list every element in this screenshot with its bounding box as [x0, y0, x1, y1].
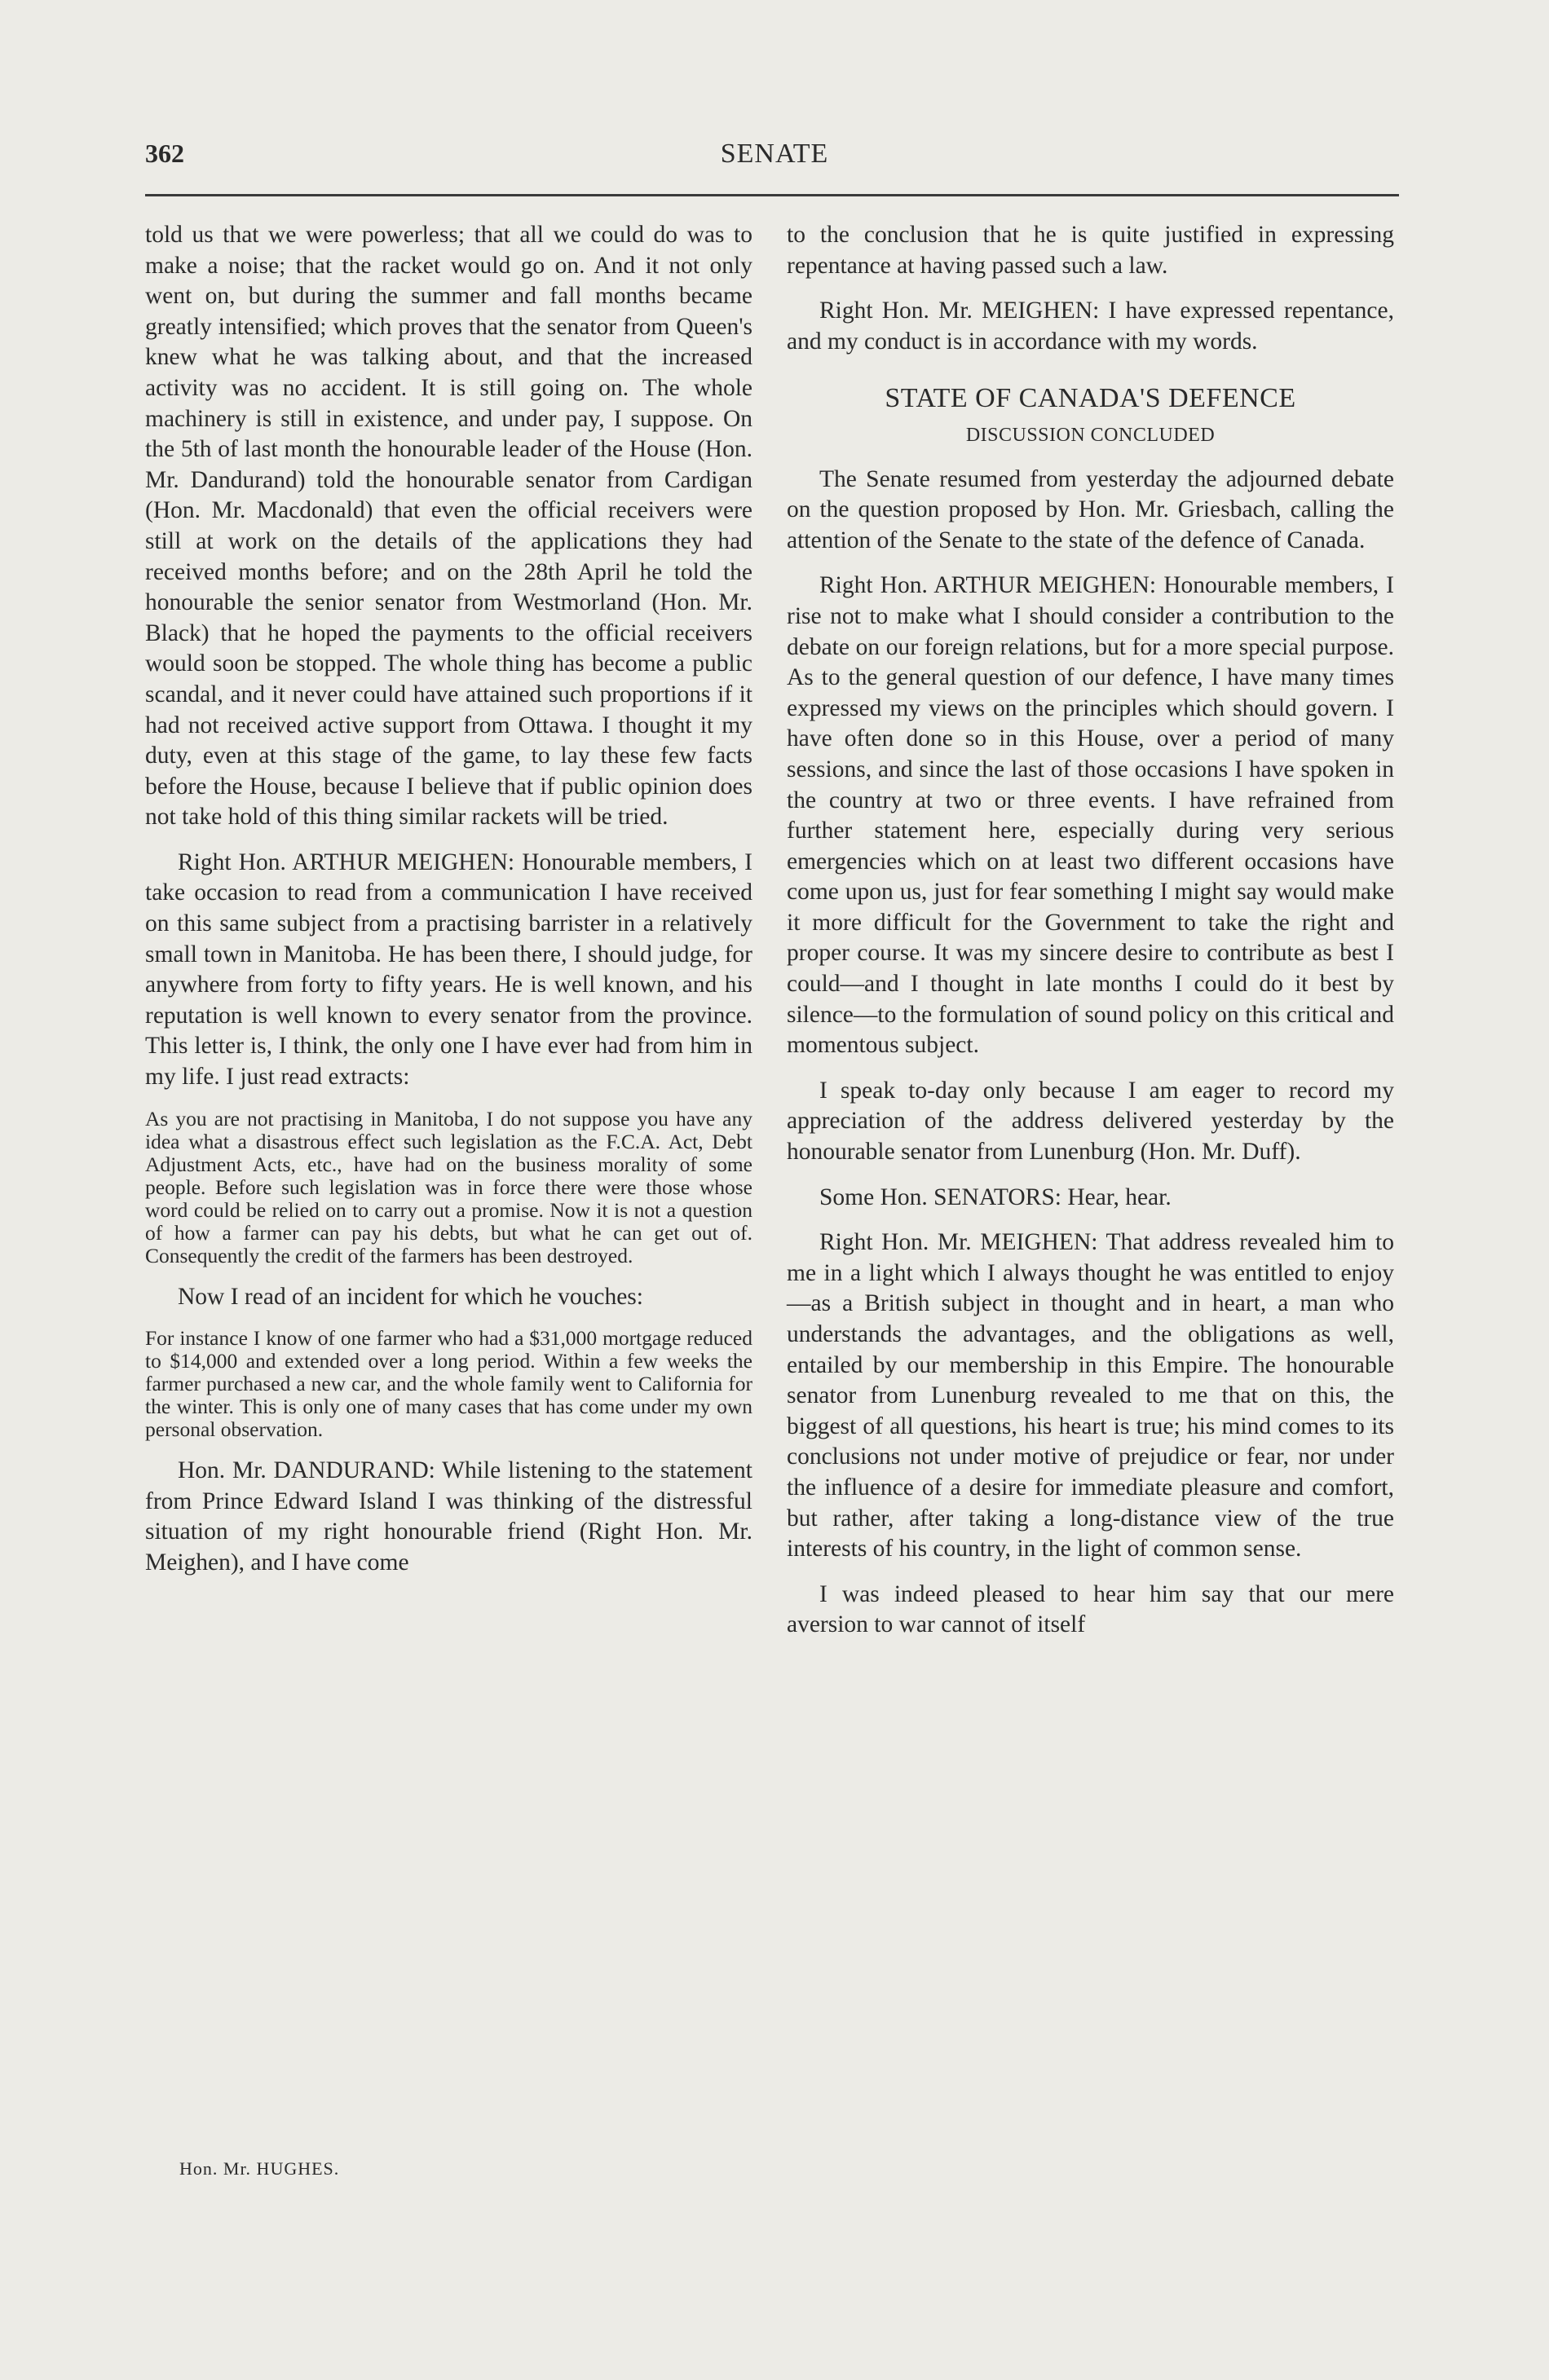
block-quote: As you are not practising in Manitoba, I do not suppose you have any idea what a disastrous effect such legislation as the F.C.A. Act, Debt Adjustment Acts, etc., have had on the business morality of some people. Before such legislation was in force there were those whose word could be relied on to carry out a promise. Now it is not a question of how a farmer can pay his debts, but what he can get out of. Consequently the credit of the farmers has been destroyed.	[145, 1106, 752, 1267]
paragraph: Some Hon. SENATORS: Hear, hear.	[819, 1183, 1172, 1210]
left-column	[145, 220, 752, 1593]
paragraph: Hon. Mr. DANDURAND: While listening to the statement from Prince Edward Island I was thinking of the distressful situation of my right honourable friend (Right Hon. Mr. Meighen), and I have come	[145, 1457, 752, 1576]
paragraph: I was indeed pleased to hear him say that our mere aversion to war cannot of itself	[787, 1580, 1394, 1638]
paragraph: to the conclusion that he is quite justified in expressing repentance at having passed such a law.	[787, 222, 1394, 279]
paragraph: Right Hon. ARTHUR MEIGHEN: Honourable members, I take occasion to read from a communication I have received on this same subject from a practising barrister in a relatively small town in Manitoba. He has been there, I should judge, for anywhere from forty to fifty years. He is well known, and his reputation is well known to every senator from the province. This letter is, I think, the only one I have ever had from him in my life. I just read extracts:	[145, 848, 752, 1091]
paragraph: Now I read of an incident for which he vouches:	[178, 1283, 643, 1310]
paragraph: told us that we were powerless; that all we could do was to make a noise; that the racket would go on. And it not only went on, but during the summer and fall months became greatly intensified; which proves that the senator from Queen's knew what he was talking about, and that the increased activity was no accident. It is still going on. The whole machinery is still in existence, and under pay, I suppose. On the 5th of last month the honourable leader of the House (Hon. Mr. Dandurand) told the honourable senator from Cardigan (Hon. Mr. Macdonald) that even the official receivers were still at work on the details of the applications they had received months before; and on the 28th April he told the honourable the senior senator from Westmorland (Hon. Mr. Black) that he hoped the payments to the official receivers would soon be stopped. The whole thing has become a public scandal, and it never could have attained such proportions if it had not received active support from Ottawa. I thought it my duty, even at this stage of the game, to lay these few facts before the House, because I believe that if public opinion does not take hold of this thing similar rackets will be tried.	[145, 222, 752, 831]
paragraph: I speak to-day only because I am eager to record my appreciation of the address delivered yesterday by the honourable senator from Lunenburg (Hon. Mr. Duff).	[787, 1077, 1394, 1166]
right-column	[787, 220, 1394, 1655]
paragraph: Right Hon. Mr. MEIGHEN: I have expressed repentance, and my conduct is in accordance with my words.	[787, 298, 1394, 355]
running-head: SENATE	[720, 139, 829, 169]
page-number: 362	[145, 139, 184, 168]
block-quote: For instance I know of one farmer who had a $31,000 mortgage reduced to $14,000 and extended over a long period. Within a few weeks the farmer purchased a new car, and the whole family went to California for the winter. This is only one of many cases that has come under my own personal observation.	[145, 1326, 752, 1442]
paragraph: Right Hon. Mr. MEIGHEN: That address revealed him to me in a light which I always thought he was entitled to enjoy—as a British subject in thought and in heart, a man who understands the advantages, and the obligations as well, entailed by our membership in this Empire. The honourable senator from Lunenburg revealed to me that on this, the biggest of all questions, his heart is true; his mind comes to its conclusions not under motive of prejudice or fear, nor under the influence of a desire for immediate pleasure and comfort, but rather, after taking a long-distance view of the true interests of his country, in the light of common sense.	[787, 1229, 1394, 1562]
section-subtitle: DISCUSSION CONCLUDED	[965, 424, 1216, 446]
paragraph: The Senate resumed from yesterday the adjourned debate on the question proposed by Hon. Mr. Griesbach, calling the attention of the Senate to the state of the defence of Canada.	[787, 465, 1394, 553]
paragraph: Right Hon. ARTHUR MEIGHEN: Honourable members, I rise not to make what I should consider a contribution to the debate on our foreign relations, but for a more special purpose. As to the general question of our defence, I have many times expressed my views on the principles which should govern. I have often done so in this House, over a period of many sessions, and since the last of those occasions I have spoken in the country at two or three events. I have refrained from further statement here, especially during very serious emergencies which on at least two different occasions have come upon us, just for fear something I might say would make it more difficult for the Government to take the right and proper course. It was my sincere desire to contribute as best I could—and I thought in late months I could do it best by silence—to the formulation of sound policy on this critical and momentous subject.	[787, 572, 1394, 1059]
header-rule	[145, 194, 1399, 196]
section-title: STATE OF CANADA'S DEFENCE	[885, 383, 1296, 414]
footer-speaker: Hon. Mr. HUGHES.	[179, 2158, 340, 2179]
